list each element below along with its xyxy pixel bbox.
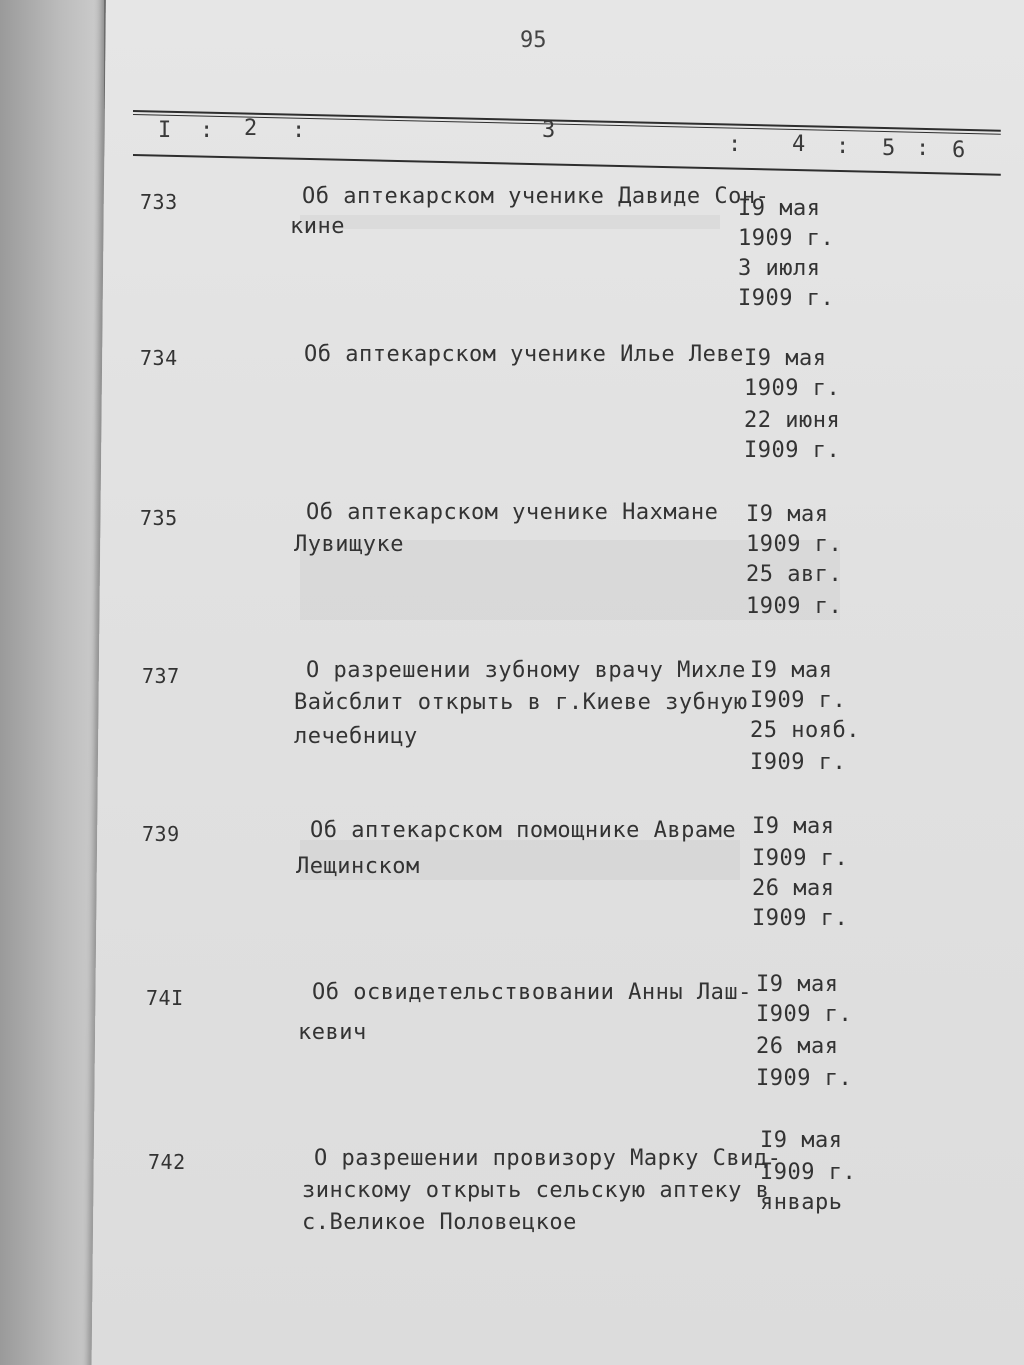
entry-date-start-year: 1909 г. xyxy=(738,226,835,251)
entry-date-start-day: I9 мая xyxy=(744,346,827,371)
entry-date-start-year: I909 г. xyxy=(750,688,847,713)
entry-date-end-day: 26 мая xyxy=(756,1034,839,1059)
entry-title-line: кевич xyxy=(298,1020,367,1045)
entry-date-start-day: I9 мая xyxy=(760,1128,843,1153)
entry-number: 739 xyxy=(142,822,180,846)
entry-title-line: зинскому открыть сельскую аптеку в xyxy=(302,1178,770,1203)
entry-title-line: Об аптекарском помощнике Авраме xyxy=(310,818,737,843)
header-sep: : xyxy=(836,134,850,159)
page-number: 95 xyxy=(520,28,547,53)
entry-date-start-year: 1909 г. xyxy=(746,532,843,557)
entry-date-end-day: 26 мая xyxy=(752,876,835,901)
header-sep: : xyxy=(200,118,214,143)
header-sep: : xyxy=(292,118,306,143)
header-col-3: 3 xyxy=(542,118,556,143)
entry-number: 737 xyxy=(142,664,180,688)
entry-date-start-day: I9 мая xyxy=(756,972,839,997)
entry-title-line: Об аптекарском ученике Давиде Сон- xyxy=(302,184,770,209)
header-col-5: 5 xyxy=(882,136,896,161)
entry-date-start-year: 1909 г. xyxy=(744,376,841,401)
entry-date-start-year: I909 г. xyxy=(756,1002,853,1027)
entry-title-line: Об освидетельствовании Анны Лаш- xyxy=(312,980,752,1005)
entry-date-end-day: 25 нояб. xyxy=(750,718,860,743)
header-col-1: I xyxy=(158,118,172,143)
header-col-4: 4 xyxy=(792,132,806,157)
entry-date-end-day: январь xyxy=(760,1190,843,1215)
entry-date-end-day: 25 авг. xyxy=(746,562,843,587)
header-col-6: 6 xyxy=(952,138,966,163)
header-sep: : xyxy=(916,136,930,161)
entry-date-end-year: I909 г. xyxy=(756,1066,853,1091)
entry-title-line: О разрешении провизору Марку Свид- xyxy=(314,1146,782,1171)
entry-title-line: Об аптекарском ученике Илье Леве xyxy=(304,342,744,367)
entry-number: 733 xyxy=(140,190,178,214)
entry-date-end-year: I909 г. xyxy=(752,906,849,931)
entry-title-line: лечебницу xyxy=(294,724,418,749)
entry-title-line: Вайсблит открыть в г.Киеве зубную xyxy=(294,690,748,715)
entry-title-line: Лувищуке xyxy=(294,532,404,557)
entry-date-start-year: I909 г. xyxy=(760,1160,857,1185)
entry-title-line: О разрешении зубному врачу Михле xyxy=(306,658,746,683)
entry-number: 734 xyxy=(140,346,178,370)
entry-date-end-day: 22 июня xyxy=(744,408,841,433)
entry-title-line: Лещинском xyxy=(296,854,420,879)
entry-title-line: кине xyxy=(290,214,345,239)
entry-date-end-day: 3 июля xyxy=(738,256,821,281)
bleed-through xyxy=(300,215,720,229)
entry-date-start-day: I9 мая xyxy=(746,502,829,527)
entry-date-start-day: I9 мая xyxy=(738,196,821,221)
entry-date-start-day: I9 мая xyxy=(750,658,833,683)
entry-date-end-year: I909 г. xyxy=(744,438,841,463)
entry-date-end-year: 1909 г. xyxy=(746,594,843,619)
entry-title-line: Об аптекарском ученике Нахмане xyxy=(306,500,719,525)
entry-date-end-year: I909 г. xyxy=(750,750,847,775)
entry-number: 742 xyxy=(148,1150,186,1174)
header-sep: : xyxy=(728,132,742,157)
entry-date-start-year: I909 г. xyxy=(752,846,849,871)
entry-date-start-day: I9 мая xyxy=(752,814,835,839)
entry-date-end-year: I909 г. xyxy=(738,286,835,311)
entry-title-line: с.Великое Половецкое xyxy=(302,1210,577,1235)
header-col-2: 2 xyxy=(244,116,258,141)
entry-number: 735 xyxy=(140,506,178,530)
entry-number: 74I xyxy=(146,986,184,1010)
